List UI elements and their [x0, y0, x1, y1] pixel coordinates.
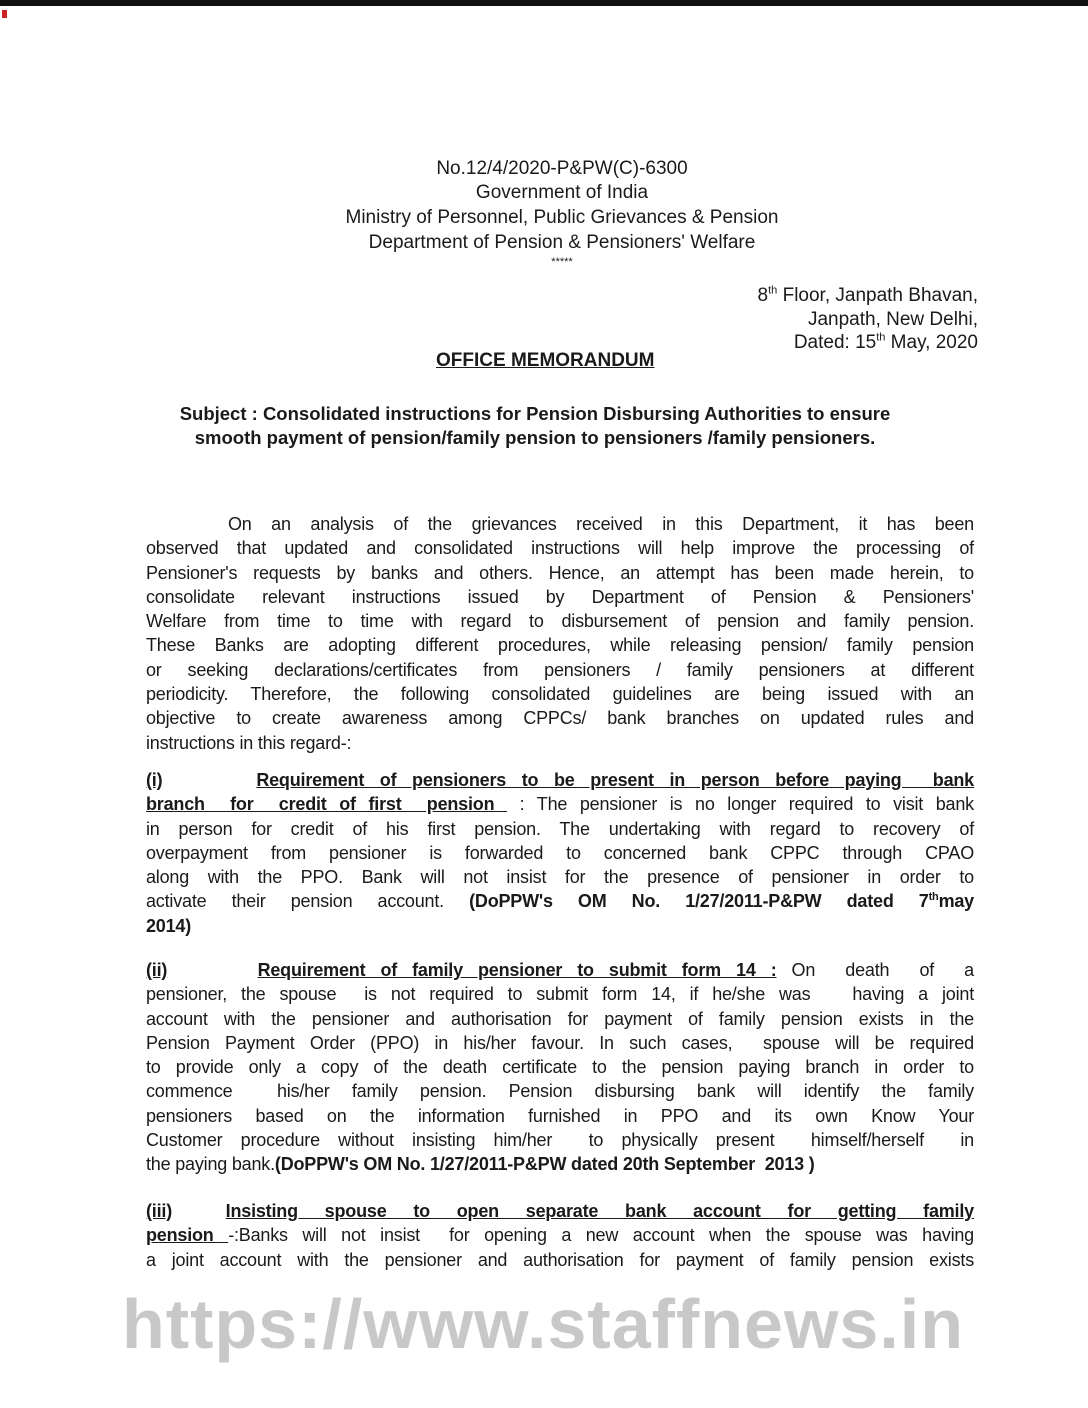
- text-segment: or seeking declarations/certificates from pensioners / family pensioners at different: [146, 659, 974, 680]
- text-line: [146, 706, 974, 730]
- item-iii-paragraph: [146, 1199, 974, 1272]
- text-line: [146, 841, 974, 865]
- reference-citation: 2014): [146, 915, 192, 936]
- address-line-1: 8th Floor, Janpath Bhavan,: [757, 284, 978, 306]
- text-segment: Customer procedure without insisting him/her to physically present himself/herself in: [146, 1130, 974, 1151]
- text-line: [146, 658, 974, 682]
- text-line: [146, 1055, 974, 1079]
- text-segment: Pension Payment Order (PPO) in his/her favour. In such cases, spouse will be required: [146, 1032, 974, 1053]
- reference-citation: th: [928, 891, 939, 904]
- text-segment: [167, 960, 257, 980]
- text-segment: account with the pensioner and authorisation for payment of family pension exists in the: [146, 1008, 974, 1029]
- date-line: Dated: 15th May, 2020: [793, 331, 978, 353]
- underlined-heading: Requirement of family pensioner to submit form 14 :: [257, 960, 777, 980]
- text-segment: a joint account with the pensioner and authorisation for payment of family pension exists: [146, 1249, 974, 1270]
- text-segment: periodicity. Therefore, the following consolidated guidelines are being issued with an: [146, 684, 974, 705]
- text-line: [146, 536, 974, 560]
- text-line: [146, 1031, 974, 1055]
- text-line: [146, 633, 974, 657]
- text-segment: pensioner, the spouse is not required to submit form 14, if he/she was having a joint: [146, 984, 974, 1005]
- subject: Subject : Consolidated instructions for Pension Disbursing Authorities to ensure smooth payment of pension/family pension to pensioners /family pensioners.: [179, 403, 891, 448]
- text-segment: instructions in this regard-:: [146, 732, 352, 753]
- text-segment: to provide only a copy of the death certificate to the pension paying branch in order to: [146, 1057, 974, 1078]
- text-line: [146, 768, 974, 792]
- scan-top-edge: [0, 0, 1088, 6]
- scan-mark: [2, 10, 7, 18]
- text-line: [146, 958, 974, 982]
- underlined-heading: pension: [146, 1225, 229, 1246]
- text-line: [146, 1104, 974, 1128]
- underlined-heading: Requirement of pensioners to be present in person before paying bank: [256, 770, 974, 790]
- text-line: [146, 1007, 974, 1031]
- text-line: [146, 1152, 974, 1176]
- text-segment: On death of a: [776, 960, 974, 980]
- item-ii-paragraph: [146, 958, 974, 1177]
- text-segment: Pensioner's requests by banks and others. Hence, an attempt has been made herein, to: [146, 562, 974, 583]
- reference-citation: (DoPPW's OM No. 1/27/2011-P&PW dated 20th September 2013 ): [274, 1154, 815, 1175]
- text-line: [146, 982, 974, 1006]
- text-line: [146, 682, 974, 706]
- text-segment: along with the PPO. Bank will not insist for the presence of pensioner in order to: [146, 867, 974, 888]
- text-line: [146, 914, 974, 938]
- text-line: [146, 1128, 974, 1152]
- ministry: Ministry of Personnel, Public Grievances & Pension: [345, 207, 779, 228]
- government: Government of India: [475, 182, 649, 203]
- reference-citation: (DoPPW's OM No. 1/27/2011-P&PW dated 7: [469, 891, 929, 912]
- text-line: [146, 1223, 974, 1247]
- text-line: [146, 512, 974, 536]
- intro-paragraph: [146, 512, 974, 755]
- text-line: [146, 865, 974, 889]
- separator-stars: *****: [551, 256, 573, 268]
- text-segment: activate their pension account.: [146, 891, 470, 912]
- text-segment: pensioners based on the information furnished in PPO and its own Know Your: [146, 1105, 974, 1126]
- text-segment: : The pensioner is no longer required to visit bank: [507, 794, 974, 815]
- text-segment: in person for credit of his first pension. The undertaking with regard to recovery of: [146, 818, 974, 839]
- text-segment: observed that updated and consolidated instructions will help improve the processing of: [146, 538, 974, 559]
- text-segment: commence his/her family pension. Pension disbursing bank will identify the family: [146, 1081, 974, 1102]
- text-segment: Welfare from time to time with regard to disbursement of pension and family pension.: [146, 611, 974, 632]
- text-segment: -:Banks will not insist for opening a new account when the spouse was having: [228, 1225, 974, 1246]
- address-line-2: Janpath, New Delhi,: [807, 309, 978, 330]
- text-segment: These Banks are adopting different procedures, while releasing pension/ family pension: [146, 635, 974, 656]
- underlined-heading: Insisting spouse to open separate bank account for getting family: [225, 1201, 974, 1221]
- text-line: [146, 889, 974, 913]
- text-segment: overpayment from pensioner is forwarded to concerned bank CPPC through CPAO: [146, 842, 974, 863]
- reference-citation: may: [938, 891, 974, 912]
- text-line: [146, 1079, 974, 1103]
- underlined-heading: (ii): [146, 960, 168, 980]
- text-line: [146, 817, 974, 841]
- underlined-heading: branch for credit of first pension: [146, 794, 508, 815]
- underlined-heading: (i): [146, 770, 163, 790]
- file-number: No.12/4/2020-P&PW(C)-6300: [436, 158, 688, 179]
- text-segment: consolidate relevant instructions issued by Department of Pension & Pensioners': [146, 586, 974, 607]
- underlined-heading: (iii): [146, 1201, 172, 1221]
- text-line: [146, 731, 974, 755]
- text-line: [146, 1248, 974, 1272]
- text-segment: objective to create awareness among CPPCs/ bank branches on updated rules and: [146, 708, 974, 729]
- watermark: https://www.staffnews.in: [122, 1285, 964, 1363]
- text-line: [146, 792, 974, 816]
- text-segment: [162, 770, 256, 790]
- text-line: [146, 1199, 974, 1223]
- text-line: [146, 585, 974, 609]
- text-line: [146, 561, 974, 585]
- item-i-paragraph: [146, 768, 974, 938]
- text-segment: On an analysis of the grievances received in this Department, it has been: [228, 514, 974, 534]
- text-segment: [172, 1201, 226, 1221]
- document-title: OFFICE MEMORANDUM: [436, 350, 655, 371]
- text-line: [146, 609, 974, 633]
- text-segment: the paying bank.: [146, 1154, 275, 1175]
- department: Department of Pension & Pensioners' Welfare: [368, 232, 756, 253]
